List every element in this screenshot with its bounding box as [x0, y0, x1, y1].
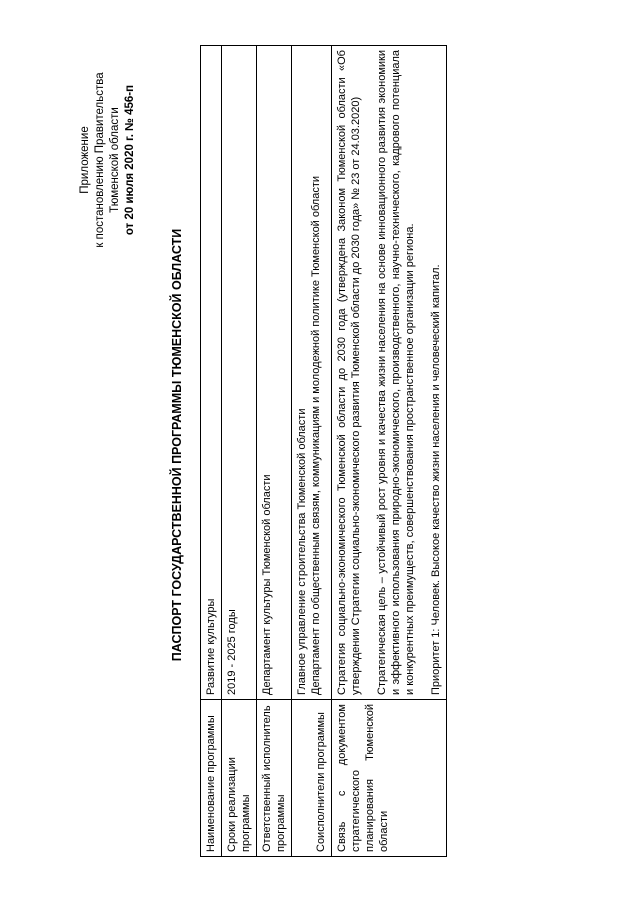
co-executor: Главное управление строительства Тюменской области [296, 408, 308, 695]
row-label: Соисполнители программы [292, 700, 332, 857]
row-label: Наименование программы [201, 700, 222, 857]
table-row [292, 46, 332, 857]
row-value: 2019 - 2025 годы [222, 46, 257, 700]
row-value: Департамент культуры Тюменской области [257, 46, 292, 700]
table-row [332, 46, 447, 857]
strategy-document: Стратегия социально-экономического Тюменской области до 2030 года (утверждена Законом Тюменской области «Об утверждении Стратегии социально-экономического развития Тюменской области до 2030 года» № 23 от 24.03.2020) [336, 50, 362, 695]
row-label: Сроки реализации программы [222, 700, 257, 857]
approval-block [78, 35, 138, 285]
table-row [222, 46, 257, 857]
document-title: ПАСПОРТ ГОСУДАРСТВЕННОЙ ПРОГРАММЫ ТЮМЕНСКОЙ ОБЛАСТИ [170, 228, 184, 662]
row-value: Развитие культуры [201, 46, 222, 700]
row-label: Ответственный исполнитель программы [257, 700, 292, 857]
approval-date-number: от 20 июля 2020 г. № 456-п [124, 84, 136, 236]
priority: Приоритет 1: Человек. Высокое качество жизни населения и человеческий капитал. [430, 264, 442, 695]
row-value [292, 46, 332, 700]
row-value [332, 46, 447, 700]
approval-line: Тюменской области [109, 107, 121, 213]
row-label: Связь с документом стратегического планирования Тюменской области [332, 700, 447, 857]
passport-table [200, 45, 447, 857]
approval-line: Приложение [79, 126, 91, 194]
co-executor: Департамент по общественным связям, коммуникациям и молодежной политике Тюменской области [310, 175, 322, 695]
strategic-goal: Стратегическая цель – устойчивый рост уровня и качества жизни населения на основе инновационного развития экономики и эффективного использования природно-экономического, производственного, научно-технического, кадрового потенциала и конкурентных преимуществ, совершенствования пространственное организации региона. [376, 50, 416, 695]
table-row [201, 46, 222, 857]
approval-line: к постановлению Правительства [94, 72, 106, 248]
table-row [257, 46, 292, 857]
